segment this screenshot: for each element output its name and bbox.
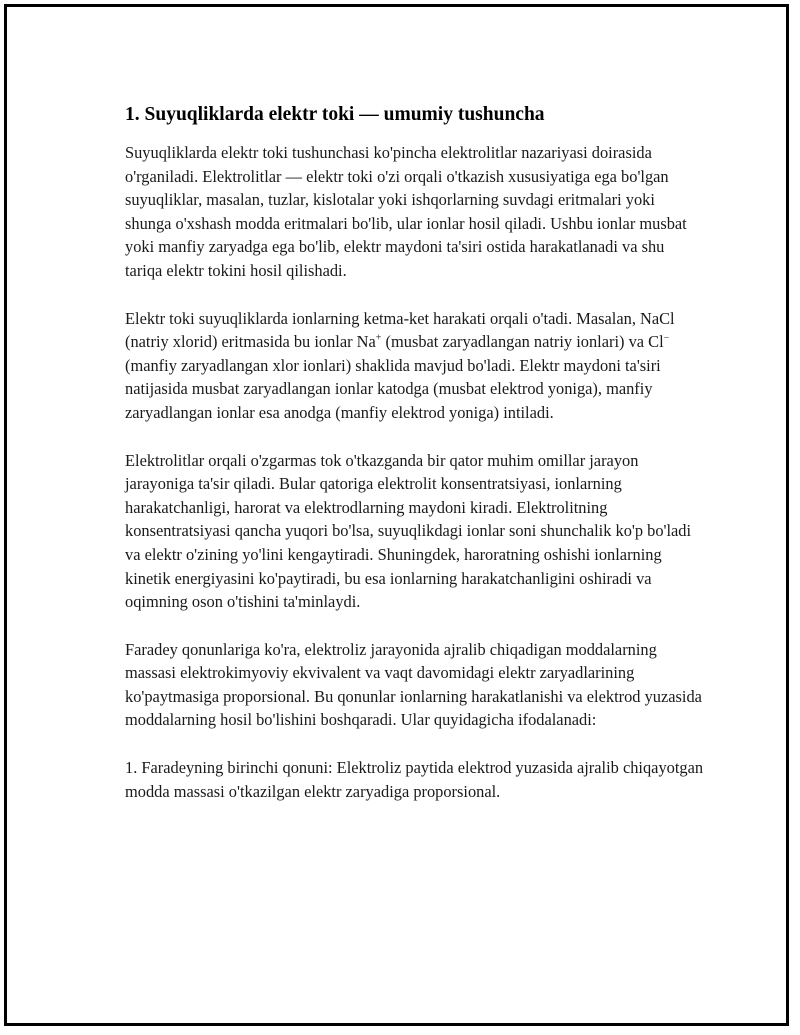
- paragraph-ion-movement-text-2: (musbat zaryadlangan natriy ionlari) va Cl: [381, 332, 664, 352]
- paragraph-factors: Elektrolitlar orqali o'zgarmas tok o'tkazganda bir qator muhim omillar jarayon jarayoniga ta'sir qiladi. Bular qatoriga elektrolit konsentratsiyasi, ionlarning harakatchanligi, harorat va elektrodlarning maydoni kiradi. Elektrolitning konsentratsiyasi qancha yuqori bo'lsa, suyuqlikdagi ionlar soni shunchalik ko'p bo'ladi va elektr o'zining yo'lini kengaytiradi. Shuningdek, haroratning oshishi ionlarning kinetik energiyasini ko'paytiradi, bu esa ionlarning harakatchanligini oshiradi va oqimning oson o'tishini ta'minlaydi.: [125, 450, 692, 612]
- chlorine-charge-superscript: −: [663, 332, 670, 344]
- paragraph-faraday-laws: Faradey qonunlariga ko'ra, elektroliz jarayonida ajralib chiqadigan moddalarning massasi elektrokimyoviy ekvivalent va vaqt davomidagi elektr zaryadlarining ko'paytmasiga proporsional. Bu qonunlar ionlarning harakatlanishi va elektrod yuzasida moddalarning hosil bo'lishini boshqaradi. Ular quyidagicha ifodalanadi:: [125, 639, 702, 730]
- document-body: [125, 103, 705, 803]
- paragraph-ion-movement-text-1: Elektr toki suyuqliklarda ionlarning ketma-ket harakati orqali o'tadi. Masalan, NaCl (natriy xlorid) eritmasida bu ionlar Na: [125, 308, 675, 352]
- paragraph-electrolytes-intro: Suyuqliklarda elektr toki tushunchasi ko'pincha elektrolitlar nazariyasi doirasida o'rganiladi. Elektrolitlar — elektr toki o'zi orqali o'tkazish xususiyatiga ega bo'lgan suyuqliklar, masalan, tuzlar, kislotalar yoki ishqorlarning suvdagi eritmalari yoki shunga o'xshash modda eritmalari bo'lib, ular ionlar hosil qiladi. Ushbu ionlar musbat yoki manfiy zaryadga ega bo'lib, elektr maydoni ta'siri ostida harakatlanadi va shu tariqa elektr tokini hosil qilishadi.: [125, 143, 687, 280]
- sodium-charge-superscript: +: [375, 332, 382, 344]
- page-frame: [4, 4, 789, 1026]
- paragraph-ion-movement: [125, 307, 705, 425]
- paragraph-ion-movement-text-3: (manfiy zaryadlangan xlor ionlari) shaklida mavjud bo'ladi. Elektr maydoni ta'siri natijasida musbat zaryadlangan ionlar katodga (musbat elektrod yoniga), manfiy zaryadlangan ionlar esa anodga (manfiy elektrod yoniga) intiladi.: [125, 355, 661, 422]
- paragraph-faraday-first-law: 1. Faradeyning birinchi qonuni: Elektroliz paytida elektrod yuzasida ajralib chiqayotgan modda massasi o'tkazilgan elektr zaryadiga proporsional.: [125, 758, 704, 801]
- section-title: 1. Suyuqliklarda elektr toki — umumiy tushuncha: [125, 104, 545, 125]
